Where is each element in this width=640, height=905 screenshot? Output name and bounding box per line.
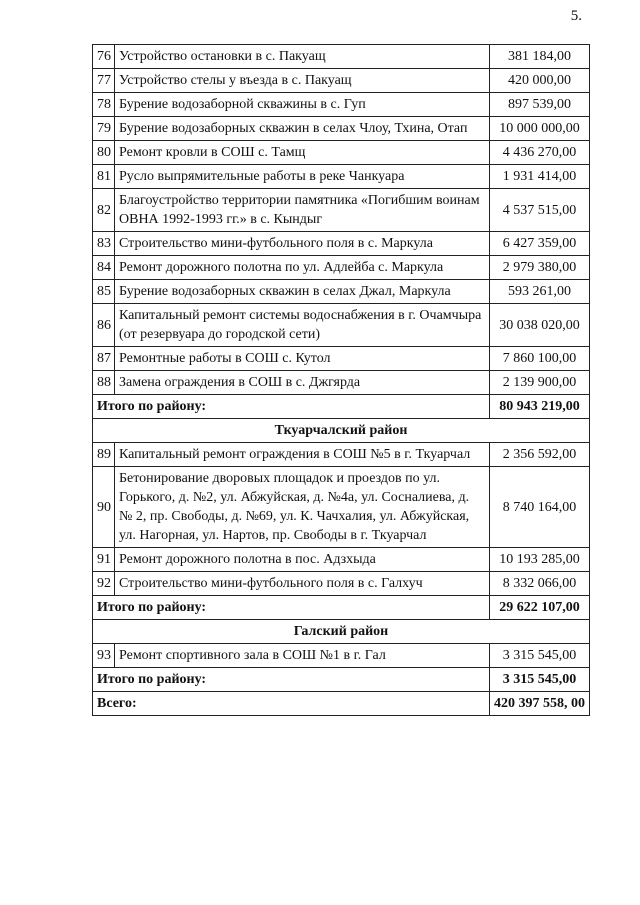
table-row	[93, 548, 590, 572]
row-number: 81	[93, 165, 115, 189]
page-number: 5.	[570, 8, 582, 24]
row-description: Бетонирование дворовых площадок и проездов по ул. Горького, д. №2, ул. Абжуйская, д. №4а, ул. Сосналиева, д. № 2, пр. Свободы, д. №69, ул. К. Чачхалия, ул. Абжуйская, ул. Нагорная, ул. Нартов, пр. Свободы в г. Ткуарчал	[115, 467, 490, 548]
row-description: Ремонт дорожного полотна по ул. Адлейба с. Маркула	[115, 256, 490, 280]
row-number: 82	[93, 189, 115, 232]
row-amount: 10 000 000,00	[490, 117, 590, 141]
table-row	[93, 256, 590, 280]
table-row	[93, 443, 590, 467]
row-amount: 420 000,00	[490, 69, 590, 93]
table-row	[93, 141, 590, 165]
row-number: 85	[93, 280, 115, 304]
district-total-row	[93, 596, 590, 620]
row-amount: 897 539,00	[490, 93, 590, 117]
table-row	[93, 371, 590, 395]
row-description: Бурение водозаборных скважин в селах Джал, Маркула	[115, 280, 490, 304]
row-amount: 2 979 380,00	[490, 256, 590, 280]
row-amount: 3 315 545,00	[490, 644, 590, 668]
row-number: 93	[93, 644, 115, 668]
row-amount: 1 931 414,00	[490, 165, 590, 189]
row-number: 84	[93, 256, 115, 280]
district-total-row	[93, 668, 590, 692]
row-number: 78	[93, 93, 115, 117]
row-amount: 2 139 900,00	[490, 371, 590, 395]
row-amount: 593 261,00	[490, 280, 590, 304]
row-description: Строительство мини-футбольного поля в с. Галхуч	[115, 572, 490, 596]
region-header-row	[93, 419, 590, 443]
row-amount: 4 436 270,00	[490, 141, 590, 165]
row-description: Строительство мини-футбольного поля в с. Маркула	[115, 232, 490, 256]
district-total-label: Итого по району:	[93, 596, 490, 620]
row-number: 77	[93, 69, 115, 93]
table-row	[93, 93, 590, 117]
table-row	[93, 280, 590, 304]
district-total-amount: 29 622 107,00	[490, 596, 590, 620]
row-description: Капитальный ремонт системы водоснабжения в г. Очамчыра (от резервуара до городской сети)	[115, 304, 490, 347]
row-description: Ремонт кровли в СОШ с. Тамщ	[115, 141, 490, 165]
district-total-label: Итого по району:	[93, 668, 490, 692]
region-header-row	[93, 620, 590, 644]
table-row	[93, 644, 590, 668]
row-amount: 7 860 100,00	[490, 347, 590, 371]
row-amount: 6 427 359,00	[490, 232, 590, 256]
row-description: Благоустройство территории памятника «Погибшим воинам ОВНА 1992-1993 гг.» в с. Кындыг	[115, 189, 490, 232]
row-number: 87	[93, 347, 115, 371]
grand-total-amount: 420 397 558, 00	[490, 692, 590, 716]
table-row	[93, 117, 590, 141]
table-row	[93, 165, 590, 189]
row-description: Устройство остановки в с. Пакуащ	[115, 45, 490, 69]
table-row	[93, 467, 590, 548]
row-number: 90	[93, 467, 115, 548]
row-number: 80	[93, 141, 115, 165]
row-description: Бурение водозаборных скважин в селах Члоу, Тхина, Отап	[115, 117, 490, 141]
table-row	[93, 232, 590, 256]
row-amount: 8 740 164,00	[490, 467, 590, 548]
row-amount: 4 537 515,00	[490, 189, 590, 232]
region-title: Ткуарчалский район	[93, 419, 590, 443]
row-description: Устройство стелы у въезда в с. Пакуащ	[115, 69, 490, 93]
row-description: Ремонтные работы в СОШ с. Кутол	[115, 347, 490, 371]
row-description: Замена ограждения в СОШ в с. Джгярда	[115, 371, 490, 395]
grand-total-label: Всего:	[93, 692, 490, 716]
district-total-label: Итого по району:	[93, 395, 490, 419]
row-number: 76	[93, 45, 115, 69]
grand-total-row	[93, 692, 590, 716]
row-description: Ремонт дорожного полотна в пос. Адзхыда	[115, 548, 490, 572]
table-row	[93, 304, 590, 347]
row-description: Бурение водозаборной скважины в с. Гуп	[115, 93, 490, 117]
row-description: Капитальный ремонт ограждения в СОШ №5 в г. Ткуарчал	[115, 443, 490, 467]
row-number: 91	[93, 548, 115, 572]
row-description: Русло выпрямительные работы в реке Чанкуара	[115, 165, 490, 189]
row-amount: 8 332 066,00	[490, 572, 590, 596]
table-row	[93, 45, 590, 69]
row-description: Ремонт спортивного зала в СОШ №1 в г. Гал	[115, 644, 490, 668]
table-row	[93, 69, 590, 93]
row-number: 88	[93, 371, 115, 395]
row-amount: 30 038 020,00	[490, 304, 590, 347]
row-number: 79	[93, 117, 115, 141]
district-total-amount: 3 315 545,00	[490, 668, 590, 692]
table-row	[93, 572, 590, 596]
row-number: 89	[93, 443, 115, 467]
district-total-row	[93, 395, 590, 419]
budget-table	[92, 44, 590, 716]
table-row	[93, 189, 590, 232]
row-amount: 10 193 285,00	[490, 548, 590, 572]
row-amount: 2 356 592,00	[490, 443, 590, 467]
row-number: 83	[93, 232, 115, 256]
row-number: 86	[93, 304, 115, 347]
row-number: 92	[93, 572, 115, 596]
table-row	[93, 347, 590, 371]
row-amount: 381 184,00	[490, 45, 590, 69]
district-total-amount: 80 943 219,00	[490, 395, 590, 419]
region-title: Галский район	[93, 620, 590, 644]
